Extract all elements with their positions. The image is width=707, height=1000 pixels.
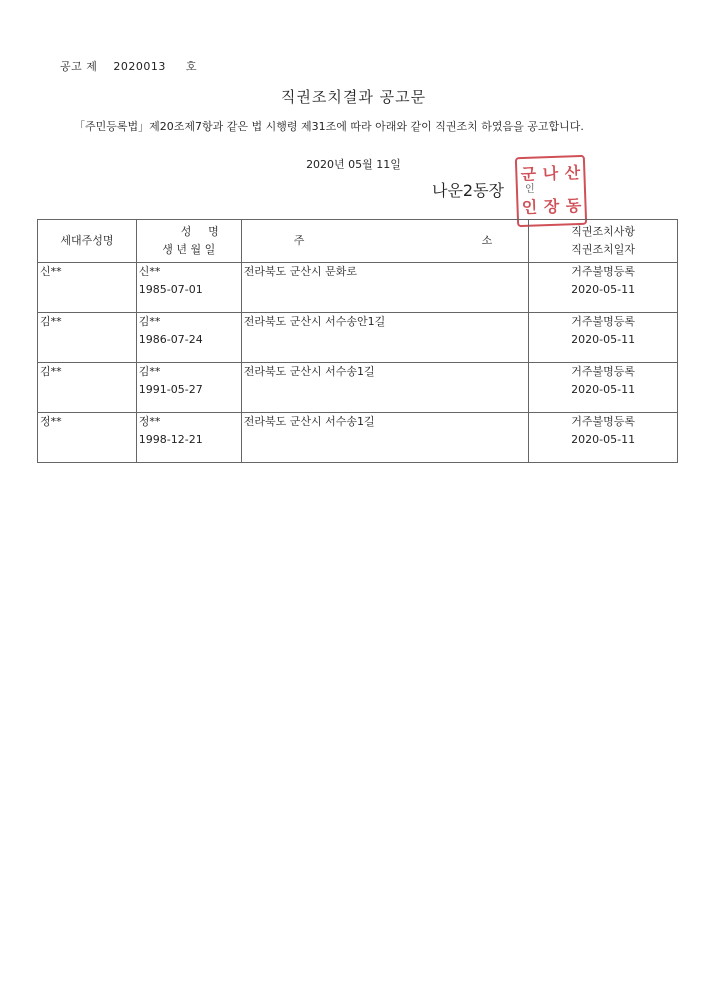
notice-date: 2020년 05월 11일	[306, 158, 401, 171]
cell-address	[241, 363, 529, 413]
header-name-left: 성	[180, 225, 192, 238]
notice-number: 2020013	[113, 60, 166, 73]
birth-date-value: 1985-07-01	[138, 283, 203, 296]
cell-household-head	[38, 263, 137, 313]
address-value: 전라북도 군산시 문화로	[243, 265, 357, 278]
action-date-value: 2020-05-11	[571, 383, 636, 396]
issuer-name: 나운2동장	[432, 181, 505, 200]
header-address	[241, 220, 529, 263]
seal-char: 동	[565, 195, 582, 216]
cell-action	[529, 363, 678, 413]
birth-date-value: 1986-07-24	[138, 333, 203, 346]
address-value: 전라북도 군산시 서수송안1길	[243, 315, 386, 328]
cell-name-birth	[136, 413, 241, 463]
household-head-value: 김**	[40, 315, 62, 328]
household-head-value: 김**	[40, 365, 62, 378]
cell-name-birth	[136, 313, 241, 363]
action-value: 거주불명등록	[571, 415, 636, 428]
header-action	[529, 220, 678, 263]
issuer-seal-mark: 인	[525, 184, 535, 195]
cell-household-head	[38, 313, 137, 363]
action-date-value: 2020-05-11	[571, 333, 636, 346]
seal-char: 인	[521, 197, 538, 218]
cell-household-head	[38, 363, 137, 413]
cell-address	[241, 263, 529, 313]
header-address-line	[242, 232, 529, 250]
name-value: 신**	[138, 265, 161, 278]
notice-number-line	[60, 58, 197, 74]
cell-household-head	[38, 413, 137, 463]
header-address-right: 소	[481, 234, 493, 247]
name-value: 김**	[138, 365, 161, 378]
table-row	[38, 413, 678, 463]
action-value: 거주불명등록	[571, 365, 636, 378]
table-header-row	[38, 220, 678, 263]
cell-name-birth	[136, 263, 241, 313]
cell-address	[241, 413, 529, 463]
notice-body-text: 「주민등록법」제20조제7항과 같은 법 시행령 제31조에 따라 아래와 같이 직권조치 하였음을 공고합니다.	[74, 120, 584, 133]
address-value: 전라북도 군산시 서수송1길	[243, 415, 375, 428]
header-name-line	[137, 223, 241, 241]
action-date-value: 2020-05-11	[571, 283, 636, 296]
seal-char: 산	[564, 162, 581, 183]
name-value: 김**	[138, 315, 161, 328]
birth-date-value: 1991-05-27	[138, 383, 203, 396]
notice-suffix: 호	[185, 60, 197, 73]
header-address-left: 주	[293, 234, 305, 247]
seal-char: 장	[543, 196, 560, 217]
birth-date-value: 1998-12-21	[138, 433, 203, 446]
header-name-right: 명	[208, 225, 219, 238]
table-row	[38, 363, 678, 413]
action-value: 거주불명등록	[571, 315, 636, 328]
header-household-head-label: 세대주성명	[60, 234, 114, 247]
header-name-birth	[136, 220, 241, 263]
seal-char: 나	[542, 163, 559, 184]
household-head-value: 신**	[40, 265, 62, 278]
action-value: 거주불명등록	[571, 265, 636, 278]
cell-action	[529, 313, 678, 363]
header-action-date: 직권조치일자	[571, 243, 636, 256]
notice-label: 공고 제	[60, 60, 98, 73]
document-title: 직권조치결과 공고문	[280, 88, 427, 106]
table-row	[38, 263, 678, 313]
household-head-value: 정**	[40, 415, 62, 428]
header-action-type: 직권조치사항	[571, 225, 636, 238]
cell-action	[529, 263, 678, 313]
action-records-table	[37, 219, 678, 463]
action-date-value: 2020-05-11	[571, 433, 636, 446]
header-birth-date: 생 년 월 일	[162, 243, 216, 256]
name-value: 정**	[138, 415, 161, 428]
cell-address	[241, 313, 529, 363]
table-row	[38, 313, 678, 363]
address-value: 전라북도 군산시 서수송1길	[243, 365, 375, 378]
cell-action	[529, 413, 678, 463]
header-household-head	[38, 220, 137, 263]
cell-name-birth	[136, 363, 241, 413]
seal-char: 군	[520, 164, 537, 185]
